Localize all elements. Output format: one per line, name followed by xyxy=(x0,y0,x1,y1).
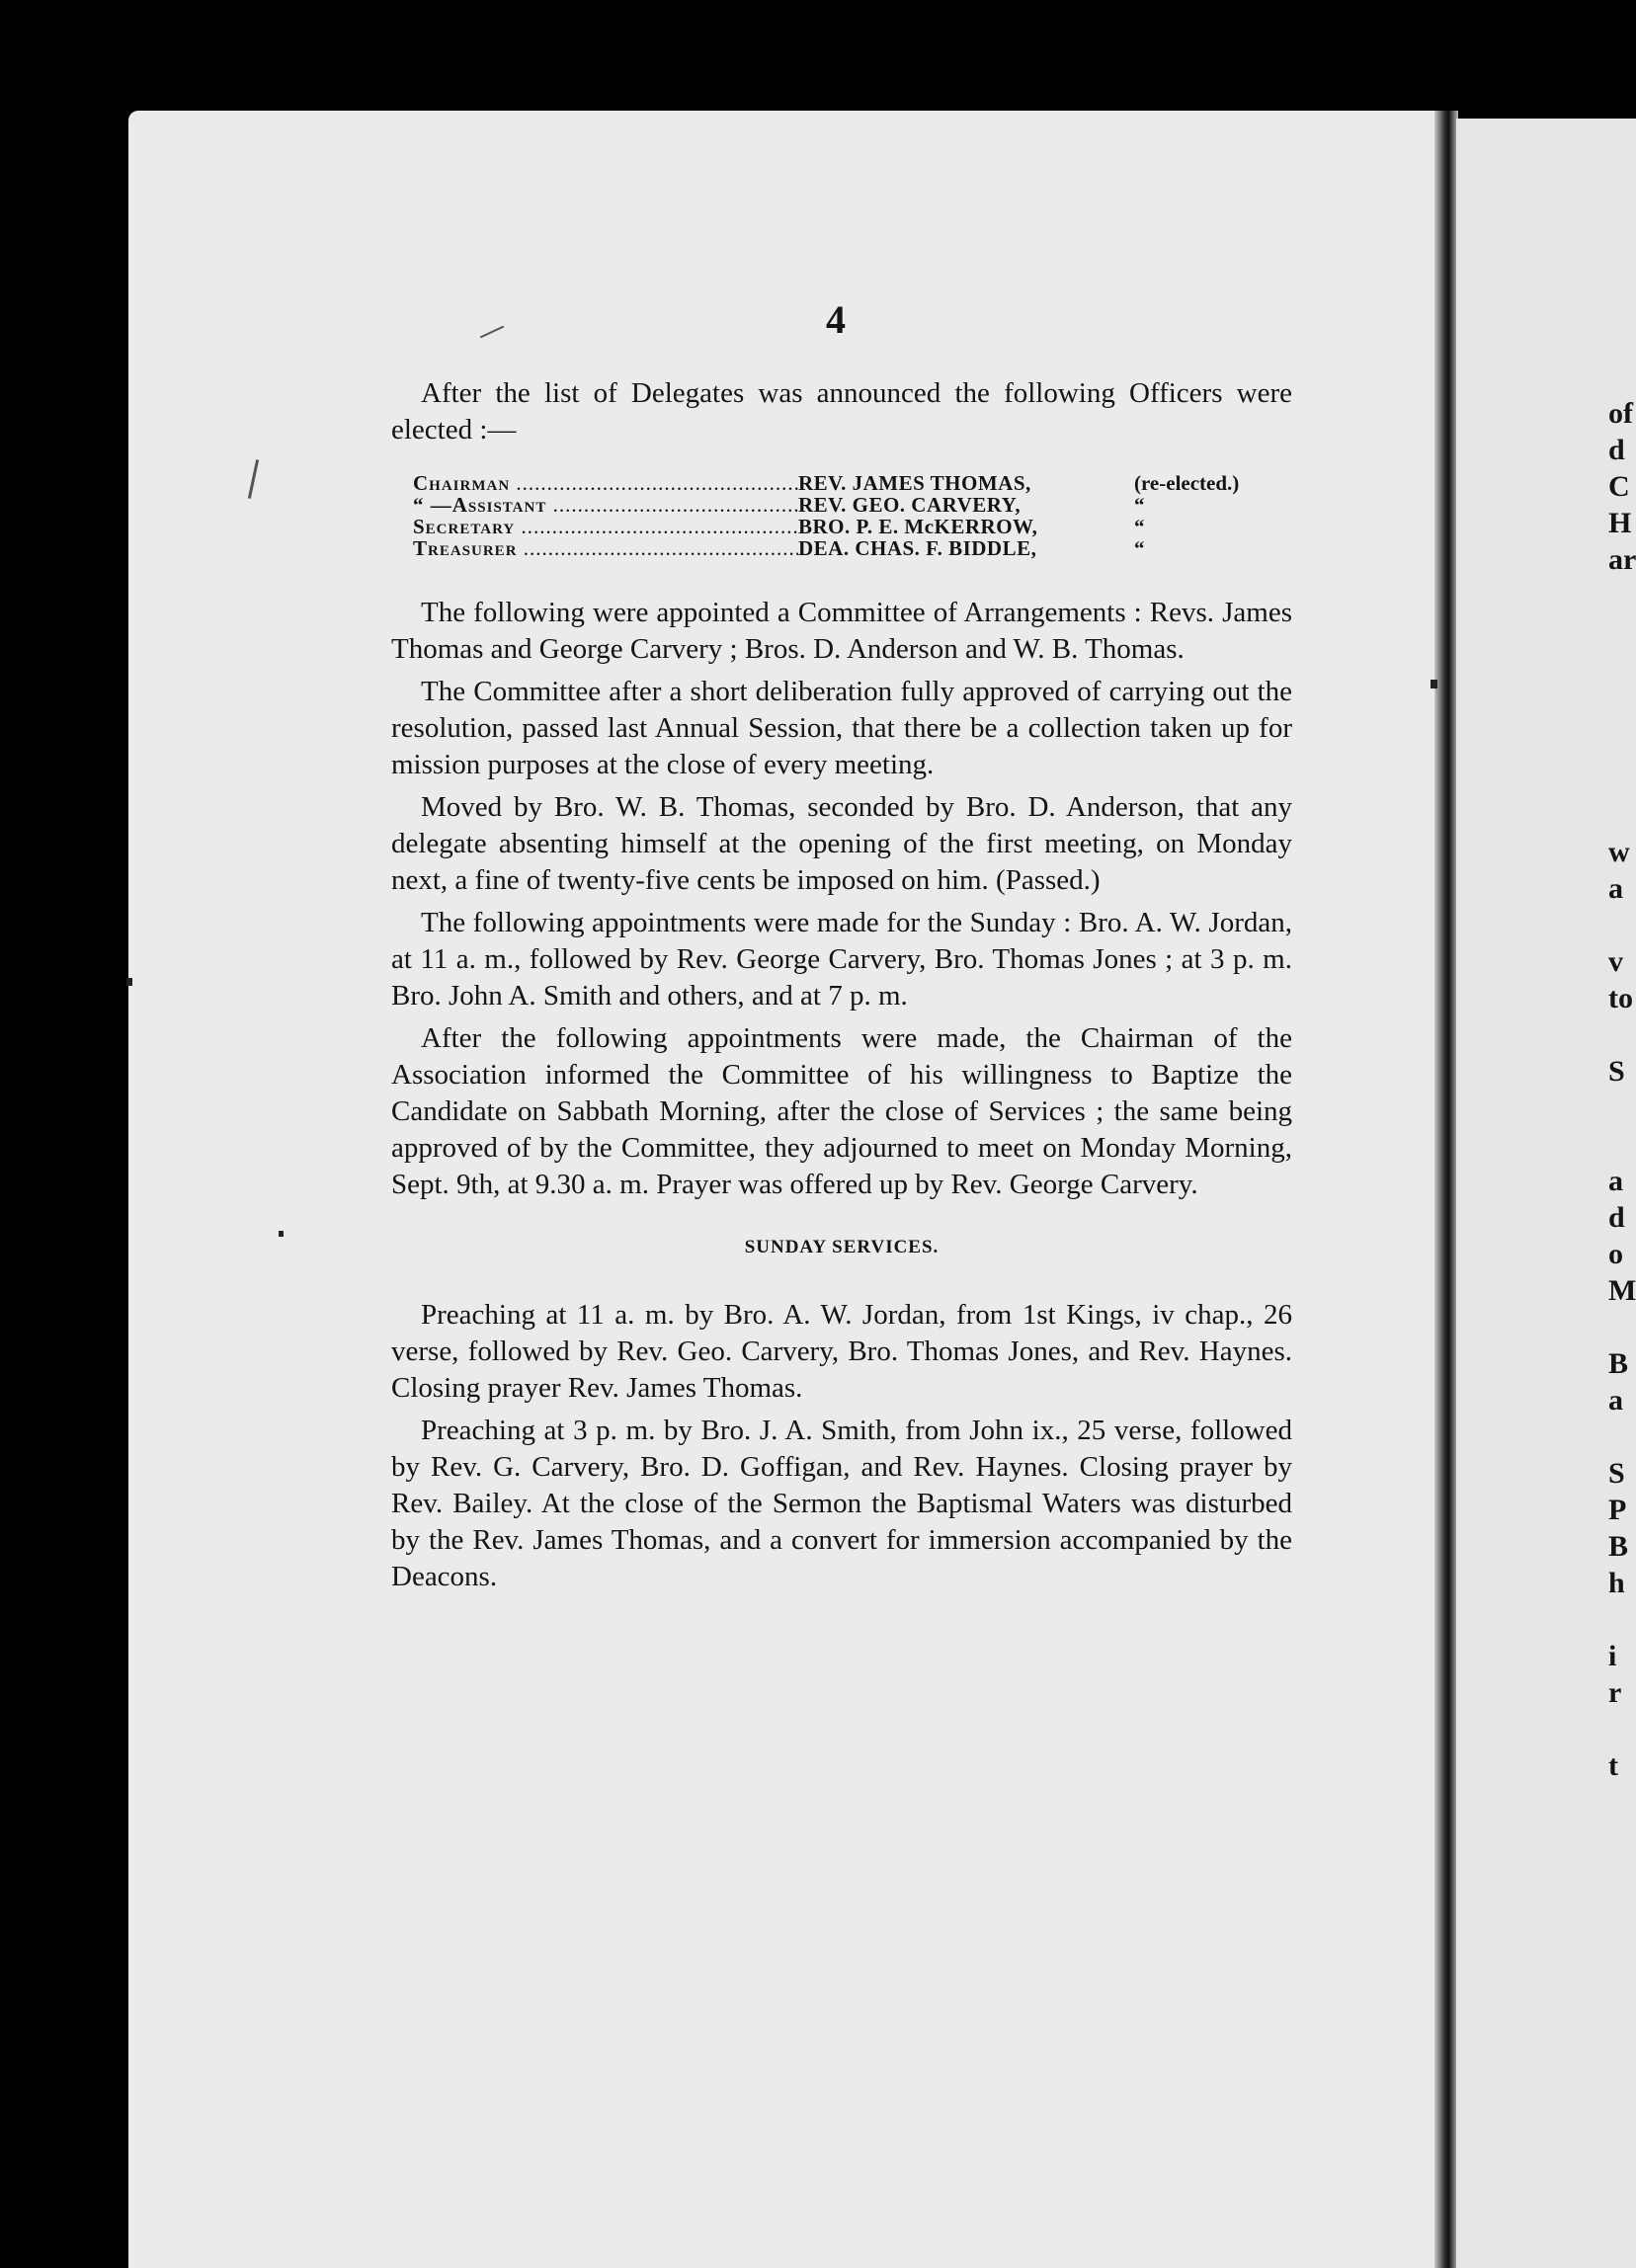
officer-name: REV. JAMES THOMAS, xyxy=(798,471,1031,495)
fragment-line xyxy=(1608,1711,1636,1747)
fragment-line xyxy=(1608,651,1636,688)
fragment-line xyxy=(1608,1601,1636,1638)
fragment-line: C xyxy=(1608,470,1630,503)
fragment-line xyxy=(1608,1309,1636,1345)
fragment-line xyxy=(1608,578,1636,614)
fragment-line: P xyxy=(1608,1494,1627,1526)
officer-office: Chairman ..... xyxy=(413,472,798,494)
fragment-line: of xyxy=(1608,397,1633,430)
fragment-line: d xyxy=(1608,434,1625,466)
fragment-line: d xyxy=(1608,1201,1625,1234)
fragment-line: S xyxy=(1608,1055,1625,1088)
officer-note: “ xyxy=(1134,515,1145,538)
fragment-line xyxy=(1608,797,1636,834)
fragment-line: B xyxy=(1608,1530,1629,1563)
officer-row xyxy=(413,516,1292,537)
fragment-line xyxy=(1608,614,1636,651)
officer-name: REV. GEO. CARVERY, xyxy=(798,493,1022,517)
fragment-line: r xyxy=(1608,1676,1622,1709)
sunday-morning-paragraph: Preaching at 11 a. m. by Bro. A. W. Jordan, from 1st Kings, iv chap., 26 verse, followed by Rev. Geo. Carvery, Bro. Thomas Jones, and Rev. Haynes. Closing prayer Rev. James Thomas. xyxy=(391,1299,1292,1404)
fragment-line: t xyxy=(1608,1749,1618,1782)
fragment-line xyxy=(1608,1126,1636,1163)
page-number: 4 xyxy=(826,297,846,342)
sunday-afternoon-paragraph: Preaching at 3 p. m. by Bro. J. A. Smith, from John ix., 25 verse, followed by Rev. G. Carvery, Bro. D. Goffigan, and Rev. Haynes. Closing prayer by Rev. Bailey. At the close of the Sermon the Baptismal Waters was disturbed by the Rev. James Thomas, and a convert for immersion accompanied by the Deacons. xyxy=(391,1415,1292,1592)
fragment-line xyxy=(1608,1418,1636,1455)
scan-speck xyxy=(126,978,132,986)
fragment-line xyxy=(1608,724,1636,761)
fragment-line: a xyxy=(1608,1384,1623,1417)
page-gutter xyxy=(1434,111,1458,2268)
fragment-line: h xyxy=(1608,1567,1625,1599)
scan-speck xyxy=(279,1231,284,1237)
fragment-line: B xyxy=(1608,1347,1629,1380)
fragment-line: o xyxy=(1608,1238,1623,1270)
fragment-line: to xyxy=(1608,982,1633,1014)
baptism-paragraph: After the following appointments were made, the Chairman of the Association informed the Committee of his willingness to Baptize the Candidate on Sabbath Morning, after the close of Services ; the same being approved of by the Committee, they adjourned to meet on Monday Morning, Sept. 9th, at 9.30 a. m. Prayer was offered up by Rev. George Carvery. xyxy=(391,1022,1292,1200)
officer-name: BRO. P. E. McKERROW, xyxy=(798,515,1038,538)
fragment-line xyxy=(1608,688,1636,724)
fragment-line: w xyxy=(1608,836,1630,868)
section-heading: SUNDAY SERVICES. xyxy=(744,1237,940,1257)
officer-note: “ xyxy=(1134,493,1145,517)
motion-paragraph: Moved by Bro. W. B. Thomas, seconded by Bro. D. Anderson, that any delegate absenting himself at the opening of the first meeting, on Monday next, a fine of twenty-five cents be imposed on him. (Passed.) xyxy=(391,791,1292,896)
committee-paragraph: The following were appointed a Committee of Arrangements : Revs. James Thomas and George Carvery ; Bros. D. Anderson and W. B. Thomas. xyxy=(391,597,1292,665)
officer-row xyxy=(413,537,1292,559)
appointments-paragraph: The following appointments were made for the Sunday : Bro. A. W. Jordan, at 11 a. m., followed by Rev. George Carvery, Bro. Thomas Jones ; at 3 p. m. Bro. John A. Smith and others, and at 7 p. m. xyxy=(391,907,1292,1012)
fragment-line: M xyxy=(1608,1274,1636,1307)
officer-note: (re-elected.) xyxy=(1134,471,1240,495)
fragment-line: H xyxy=(1608,507,1632,539)
resolution-paragraph: The Committee after a short deliberation fully approved of carrying out the resolution, passed last Annual Session, that there be a collection taken up for mission purposes at the close of every meeting. xyxy=(391,676,1292,780)
fragment-line: S xyxy=(1608,1457,1625,1490)
officer-note: “ xyxy=(1134,536,1145,560)
page-content xyxy=(391,375,1292,1601)
fragment-line: ar xyxy=(1608,543,1636,576)
officer-office: Secretary ..... xyxy=(413,516,798,537)
fragment-line xyxy=(1608,1016,1636,1053)
officer-name: DEA. CHAS. F. BIDDLE, xyxy=(798,536,1037,560)
scan-speck xyxy=(1431,680,1437,688)
officer-office: “ —Assistant ..... xyxy=(413,494,798,516)
officer-office: Treasurer ..... xyxy=(413,537,798,559)
adjacent-page-text xyxy=(1608,395,1636,1784)
fragment-line xyxy=(1608,761,1636,797)
officers-list xyxy=(413,472,1292,559)
fragment-line: i xyxy=(1608,1640,1617,1672)
fragment-line: a xyxy=(1608,872,1623,905)
fragment-line xyxy=(1608,1090,1636,1126)
fragment-line: v xyxy=(1608,945,1623,978)
fragment-line: a xyxy=(1608,1165,1623,1197)
fragment-line xyxy=(1608,907,1636,943)
officer-row xyxy=(413,472,1292,494)
intro-paragraph: After the list of Delegates was announced the following Officers were elected :— xyxy=(391,377,1292,446)
officer-row xyxy=(413,494,1292,516)
